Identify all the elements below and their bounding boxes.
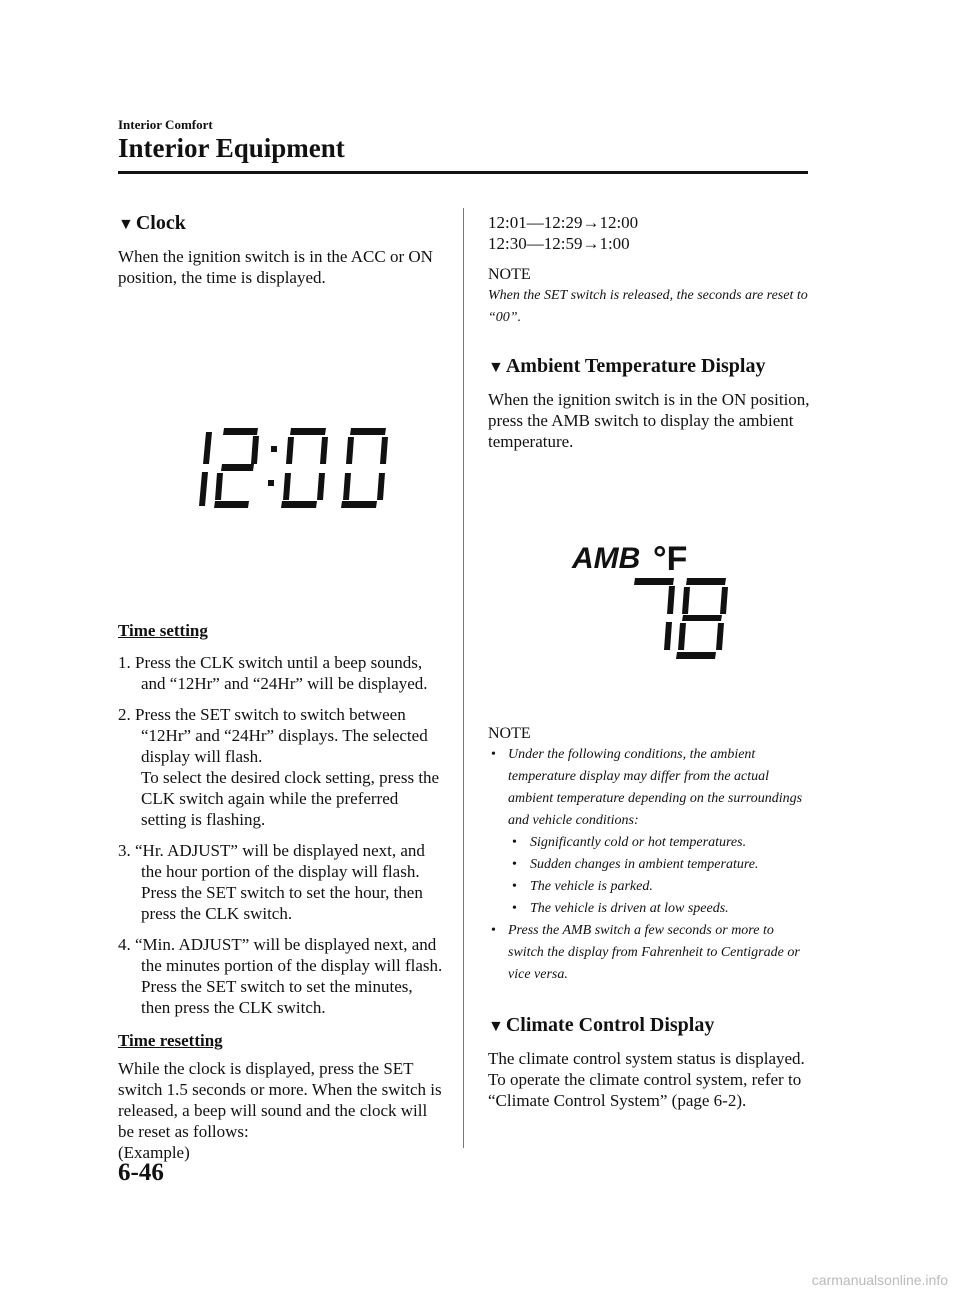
ambient-note-list [488,744,810,986]
unit-label: °F [653,540,688,578]
time-resetting-heading: Time resetting [118,1031,223,1050]
note-main-text: Under the following conditions, the ambient temperature display may differ from the actual ambient temperature depending on the surroundings and vehicle conditions: [508,747,803,828]
example-label: (Example) [118,1143,190,1162]
climate-text: The climate control system status is displayed. To operate the climate control system, refer to “Climate Control System” (page 6-2). [488,1049,805,1110]
clock-intro: When the ignition switch is in the ACC or ON position, the time is displayed. [118,247,433,287]
resetting-text: While the clock is displayed, press the SET switch 1.5 seconds or more. When the switch is released, a beep will sound and the clock will be reset as follows: [118,1059,442,1141]
step-item: 4. “Min. ADJUST” will be displayed next, and the minutes portion of the display will flash. Press the SET switch to set the minutes, then press the CLK switch. [118,935,443,1017]
condition-item: • The vehicle is parked. [508,876,810,898]
step-text: 2. Press the SET switch to switch between “12Hr” and “24Hr” displays. The selected display will flash. [118,705,428,766]
watermark: carmanualsonline.info [811,1272,948,1288]
note-bullet: • Press the AMB switch a few seconds or more to switch the display from Fahrenheit to Centigrade or vice versa. [488,920,810,986]
triangle-bullet-icon: ▼ [488,1018,504,1035]
ambient-section-title [488,351,810,383]
condition-item: • Significantly cold or hot temperatures. [508,832,810,854]
ambient-intro: When the ignition switch is in the ON position, press the AMB switch to display the ambient temperature. [488,390,810,451]
clock-display-figure [118,336,443,536]
lcd-clock-digits [118,336,443,536]
triangle-bullet-icon: ▼ [118,216,134,233]
page-title: Interior Equipment [118,133,345,163]
condition-item: • The vehicle is driven at low speeds. [508,898,810,920]
step-extra-text: To select the desired clock setting, press the CLK switch again while the preferred setting is flashing. [141,768,440,829]
lcd-ambient-display [488,470,810,710]
note-bullet [488,744,810,920]
climate-section-title [488,1010,810,1042]
header-rule [118,171,808,174]
condition-item: • Sudden changes in ambient temperature. [508,854,810,876]
time-setting-heading: Time setting [118,621,208,640]
step-item [118,704,443,830]
amb-label: AMB [572,542,641,575]
clock-section-title [118,208,443,240]
ambient-display-figure [488,470,810,710]
climate-title-text: Climate Control Display [505,1014,715,1036]
reset-sequence-1: 12:01―12:29→12:00 [488,213,639,232]
triangle-bullet-icon: ▼ [488,359,504,376]
ambient-title-text: Ambient Temperature Display [505,355,766,377]
page-number: 6-46 [118,1159,164,1186]
step-item: 1. Press the CLK switch until a beep sounds, and “12Hr” and “24Hr” will be displayed. [118,653,428,693]
clock-note-text: When the SET switch is released, the seconds are reset to “00”. [488,288,808,325]
right-column [488,208,810,1111]
reset-sequence-2: 12:30―12:59→1:00 [488,234,630,253]
time-setting-steps [118,652,443,1018]
clock-title-text: Clock [135,212,186,234]
time-resetting-text [118,1058,443,1163]
clock-note-label: NOTE [488,266,531,283]
ambient-note-label: NOTE [488,725,531,742]
header-section-label: Interior Comfort [118,117,213,132]
condition-list [508,832,810,920]
left-column [118,208,443,1163]
step-item: 3. “Hr. ADJUST” will be displayed next, and the hour portion of the display will flash. Press the SET switch to set the hour, then press the CLK switch. [118,841,425,923]
column-divider [463,208,464,1148]
